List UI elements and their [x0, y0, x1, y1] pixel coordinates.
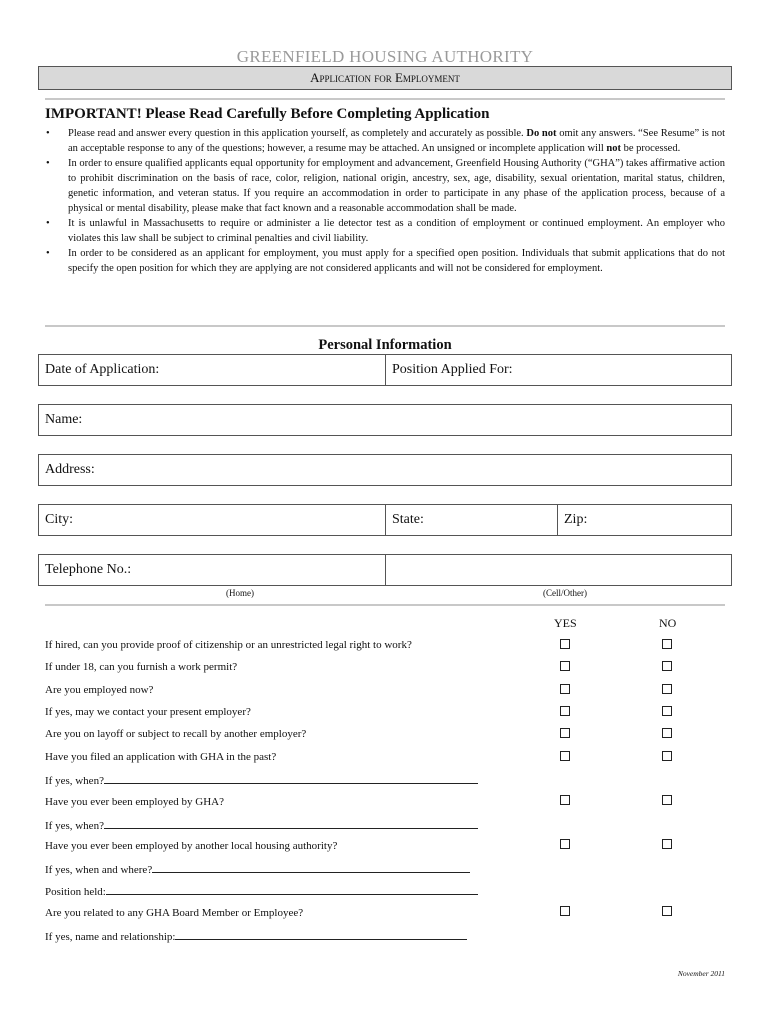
followup-label: If yes, when? — [45, 775, 104, 787]
yes-checkbox[interactable] — [560, 706, 570, 716]
followup-answer-line[interactable] — [104, 773, 478, 784]
instructions-list — [45, 126, 725, 276]
followup-label: Position held: — [45, 886, 106, 898]
zip-field[interactable]: Zip: — [564, 512, 588, 527]
no-checkbox[interactable] — [662, 661, 672, 671]
no-checkbox[interactable] — [662, 706, 672, 716]
instruction-item: • In order to ensure qualified applicants equal opportunity for employment and advancement, Greenfield Housing Authority (“GHA”) takes affirmative action to prohibit discrimination on the basis of race, color, religion, national origin, ancestry, sex, age, disability, sexual orientation, marital status, children, genetic information, and veteran status. If you require an accommodation in order to participate in any phase of the application process, because of a physical or mental disability, please make that fact known and a reasonable accommodation shall be made. — [45, 156, 725, 216]
instruction-emphasis: Do not — [526, 128, 557, 139]
yes-checkbox[interactable] — [560, 684, 570, 694]
instruction-text: Please read and answer every question in this application yourself, as completely and accurately as possible. — [68, 128, 527, 139]
question-related-to-gha: Are you related to any GHA Board Member or Employee? — [45, 907, 304, 919]
instruction-item: • It is unlawful in Massachusetts to require or administer a lie detector test as a condition of employment or continued employment. An employer who violates this law shall be subject to criminal penalties and civil liability. — [45, 216, 725, 246]
instruction-text: omit any answers. “See Resume” is not an acceptable response to any of the questions; however, a resume may be attached. An unsigned or incomplete application will — [68, 128, 726, 154]
yes-column-header: YES — [554, 616, 577, 630]
city-state-zip-row — [38, 504, 732, 536]
question-layoff: Are you on layoff or subject to recall by another employer? — [45, 728, 307, 740]
revision-date: November 2011 — [677, 969, 725, 978]
question-employed-by-gha: Have you ever been employed by GHA? — [45, 796, 224, 808]
yes-checkbox[interactable] — [560, 795, 570, 805]
question-citizenship: If hired, can you provide proof of citizenship or an unrestricted legal right to work? — [45, 639, 412, 651]
no-checkbox[interactable] — [662, 728, 672, 738]
no-checkbox[interactable] — [662, 839, 672, 849]
followup-employed-when — [45, 818, 478, 832]
no-column-header: NO — [659, 616, 677, 630]
yes-checkbox[interactable] — [560, 906, 570, 916]
cell-divider — [557, 505, 558, 535]
instruction-emphasis: not — [606, 143, 622, 154]
followup-name-relationship — [45, 929, 467, 943]
name-field[interactable] — [38, 404, 732, 436]
yes-checkbox[interactable] — [560, 728, 570, 738]
followup-position-held — [45, 884, 478, 898]
question-contact-employer: If yes, may we contact your present employer? — [45, 706, 251, 718]
divider — [45, 98, 725, 100]
telephone-home-field[interactable]: Telephone No.: — [45, 562, 132, 577]
form-title: Application for Employment — [38, 66, 732, 90]
home-phone-caption: (Home) — [226, 588, 254, 598]
divider — [45, 604, 725, 606]
followup-label: If yes, when and where? — [45, 864, 153, 876]
no-checkbox[interactable] — [662, 795, 672, 805]
instruction-text: be processed. — [621, 143, 681, 154]
date-of-application-field[interactable]: Date of Application: — [45, 362, 160, 377]
important-heading: IMPORTANT! Please Read Carefully Before Completing Application — [45, 106, 490, 122]
position-applied-for-field[interactable]: Position Applied For: — [392, 362, 513, 377]
address-label: Address: — [45, 462, 95, 477]
followup-answer-line[interactable] — [152, 862, 470, 873]
no-checkbox[interactable] — [662, 751, 672, 761]
no-checkbox[interactable] — [662, 906, 672, 916]
yes-checkbox[interactable] — [560, 639, 570, 649]
name-label: Name: — [45, 412, 83, 427]
followup-label: If yes, when? — [45, 820, 104, 832]
followup-answer-line[interactable] — [175, 929, 467, 940]
cell-divider — [385, 355, 386, 385]
address-field[interactable] — [38, 454, 732, 486]
followup-answer-line[interactable] — [104, 818, 478, 829]
telephone-cell-field[interactable] — [386, 555, 731, 585]
cell-phone-caption: (Cell/Other) — [543, 588, 587, 598]
organization-name: GREENFIELD HOUSING AUTHORITY — [236, 47, 534, 66]
no-checkbox[interactable] — [662, 639, 672, 649]
question-other-housing-authority: Have you ever been employed by another local housing authority? — [45, 840, 338, 852]
instruction-item — [45, 126, 725, 156]
question-filed-with-gha: Have you filed an application with GHA in the past? — [45, 751, 277, 763]
yes-checkbox[interactable] — [560, 661, 570, 671]
city-field[interactable]: City: — [45, 512, 74, 527]
no-checkbox[interactable] — [662, 684, 672, 694]
followup-when-where — [45, 862, 470, 876]
yes-checkbox[interactable] — [560, 751, 570, 761]
followup-filed-when — [45, 773, 478, 787]
question-work-permit: If under 18, can you furnish a work permit? — [45, 661, 238, 673]
question-employed-now: Are you employed now? — [45, 684, 154, 696]
state-field[interactable]: State: — [392, 512, 424, 527]
cell-divider — [385, 505, 386, 535]
followup-label: If yes, name and relationship: — [45, 931, 176, 943]
instruction-item: • In order to be considered as an applicant for employment, you must apply for a specified open position. Individuals that submit applications that do not specify the open position for which they are applying are not considered applicants and will not be considered for employment. — [45, 246, 725, 276]
divider — [45, 325, 725, 327]
section-title-personal-information: Personal Information — [318, 337, 452, 353]
date-position-row — [38, 354, 732, 386]
telephone-row — [38, 554, 732, 586]
followup-answer-line[interactable] — [106, 884, 478, 895]
yes-checkbox[interactable] — [560, 839, 570, 849]
